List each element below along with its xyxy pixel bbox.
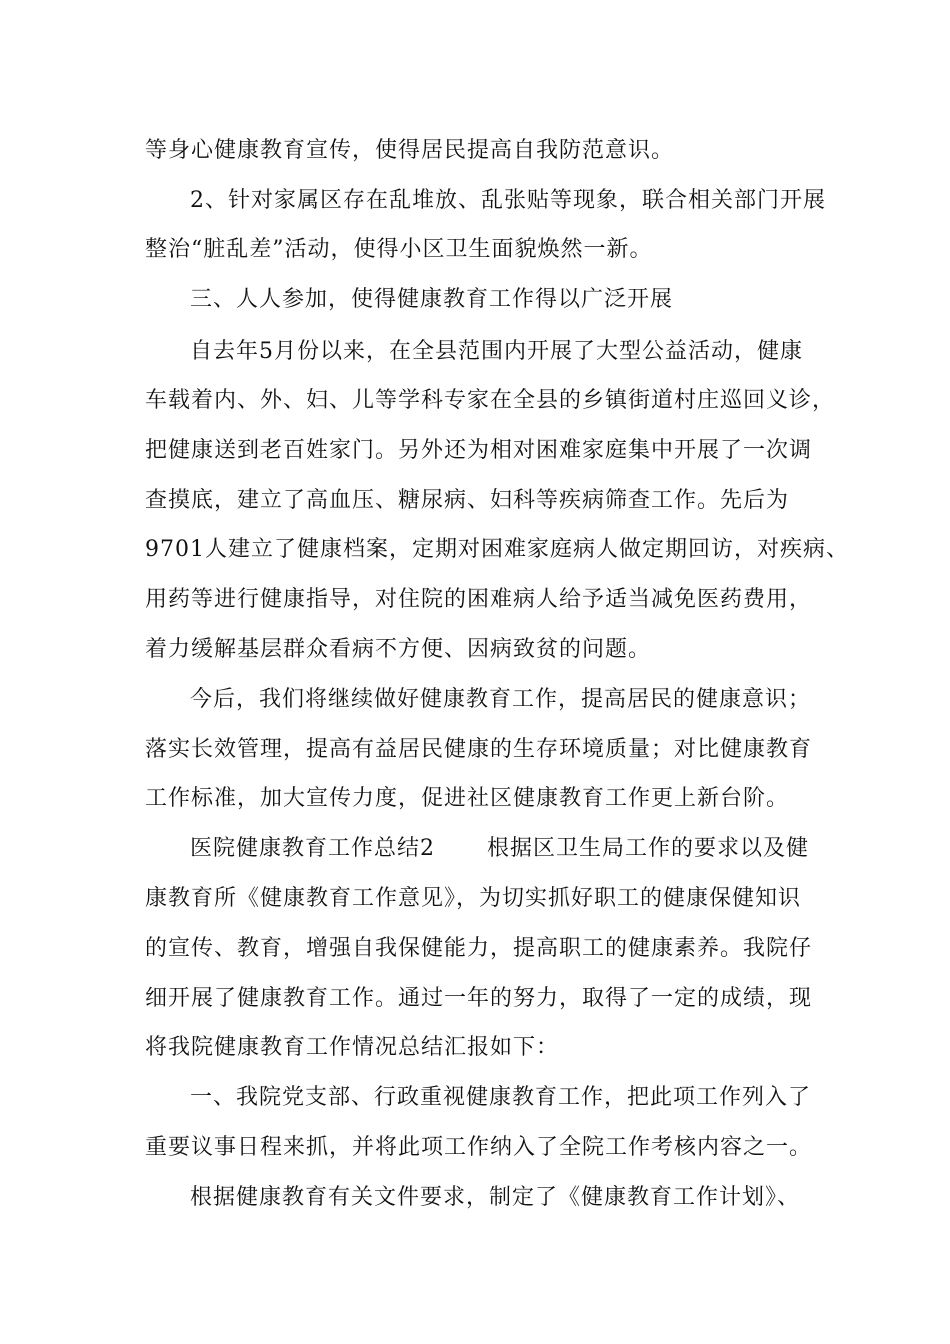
text-line: 2、针对家属区存在乱堆放、乱张贴等现象，联合相关部门开展 — [190, 188, 826, 213]
text-line: 一、我院党支部、行政重视健康教育工作，把此项工作列入了 — [190, 1085, 812, 1110]
text-line: 三、人人参加，使得健康教育工作得以广泛开展 — [190, 287, 674, 312]
text-line — [190, 834, 809, 864]
text-line: 将我院健康教育工作情况总结汇报如下： — [145, 1035, 560, 1060]
text-line: 工作标准，加大宣传力度，促进社区健康教育工作更上新台阶。 — [145, 786, 790, 811]
text-line: 整治“脏乱差”活动，使得小区卫生面貌焕然一新。 — [145, 237, 653, 262]
text-line: 车载着内、外、妇、儿等学科专家在全县的乡镇街道村庄巡回义诊， — [145, 388, 836, 413]
text-line: 的宣传、教育，增强自我保健能力，提高职工的健康素养。我院仔 — [145, 936, 813, 961]
text-line: 查摸底，建立了高血压、糖尿病、妇科等疾病筛查工作。先后为 — [145, 488, 790, 513]
text-line: 细开展了健康教育工作。通过一年的努力，取得了一定的成绩，现 — [145, 986, 813, 1011]
text-line: 着力缓解基层群众看病不方便、因病致贫的问题。 — [145, 637, 652, 662]
text-line: 根据健康教育有关文件要求，制定了《健康教育工作计划》、 — [190, 1185, 801, 1210]
text-line: 康教育所《健康教育工作意见》，为切实抓好职工的健康保健知识 — [145, 886, 802, 911]
text-line: 重要议事日程来抓，并将此项工作纳入了全院工作考核内容之一。 — [145, 1135, 813, 1160]
text-line-tail: 根据区卫生局工作的要求以及健 — [487, 836, 810, 861]
text-line: 把健康送到老百姓家门。另外还为相对困难家庭集中开展了一次调 — [145, 438, 813, 463]
text-line: 9701人建立了健康档案，定期对困难家庭病人做定期回访，对疾病、 — [145, 537, 849, 562]
text-line: 等身心健康教育宣传，使得居民提高自我防范意识。 — [145, 138, 675, 163]
text-line: 落实长效管理，提高有益居民健康的生存环境质量；对比健康教育 — [145, 737, 813, 762]
text-line: 用药等进行健康指导，对住院的困难病人给予适当减免医药费用， — [145, 587, 813, 612]
text-line: 自去年5月份以来，在全县范围内开展了大型公益活动，健康 — [190, 339, 803, 364]
text-line: 今后，我们将继续做好健康教育工作，提高居民的健康意识； — [190, 687, 812, 712]
section-heading: 医院健康教育工作总结2 — [190, 836, 435, 861]
